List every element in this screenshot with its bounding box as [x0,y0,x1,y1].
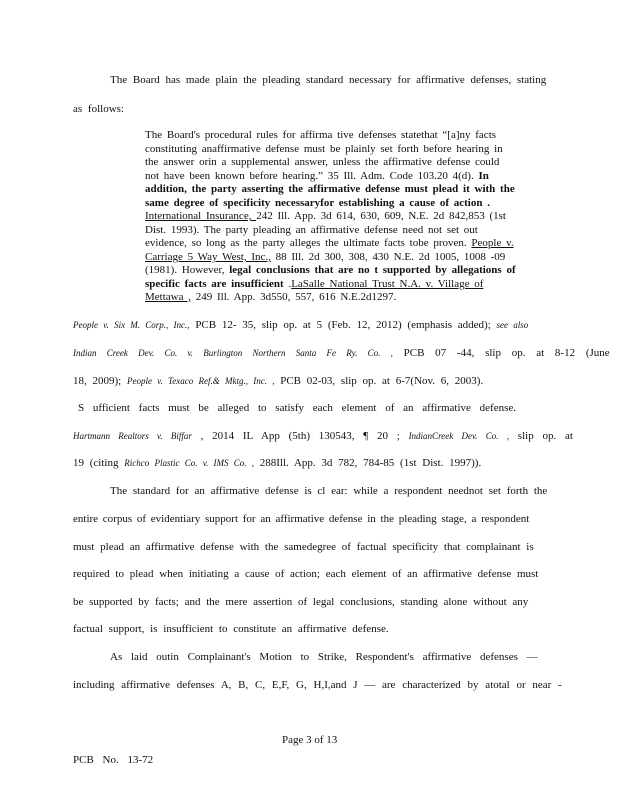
citation-line [73,429,573,443]
citation-text: PCB 07 -44, slip op. at 8-12 (June [392,347,610,359]
quote-line [145,236,514,250]
quote-line: The Board's procedural rules for affirma tive defenses statethat “[a]ny facts [145,129,497,141]
motion-line: including affirmative defenses A, B, C, E,F, G, H,I,and J — are characterized by atotal or near - [73,679,562,691]
quote-text: (1981). However, [145,264,230,276]
citation-text: , 2014 IL App (5th) 130543, ¶ 20 ; [191,430,409,442]
quote-line: addition, the party asserting the affirmative defense must plead it with the [145,183,515,195]
case-name: People v. [471,237,514,249]
standard-line: The standard for an affirmative defense is cl ear: while a respondent neednot set forth the [110,485,548,497]
intro-line-1: The Board has made plain the pleading standard necessary for affirmative defenses, stating [110,74,547,86]
quote-line [145,290,396,304]
case-name: Carriage 5 Way West, Inc., [145,251,271,263]
elements-sentence: S ufficient facts must be alleged to satisfy each element of an affirmative defense. [78,402,517,414]
intro-line-2: as follows: [73,103,124,115]
citation-line [73,318,528,332]
motion-line: As laid outin Complainant's Motion to Strike, Respondent's affirmative defenses — [110,651,538,663]
quote-line [145,263,516,277]
case-name: IndianCreek Dev. Co. , [408,431,510,441]
quote-text: 88 Ill. 2d 300, 308, 430 N.E. 2d 1005, 1008 -09 [270,251,506,263]
quote-line: same degree of specificity necessaryfor establishing a cause of action . [145,197,490,209]
citation-text: slip op. at [509,430,573,442]
case-name: Mettawa , [145,291,191,303]
citation-text: 18, 2009); [73,375,127,387]
citation-text: PCB 02-03, slip op. at 6-7(Nov. 6, 2003). [274,375,484,387]
citation-line [73,456,481,470]
quote-line: the answer orin a supplemental answer, unless the affirmative defense could [145,156,500,168]
case-number: PCB No. 13-72 [73,754,154,766]
case-name: People v. Six M. Corp., Inc., [73,320,190,330]
standard-line: be supported by facts; and the mere assertion of legal conclusions, standing alone without any [73,596,529,608]
quote-line [145,250,505,264]
case-name: LaSalle National Trust N.A. v. Village of [291,278,484,290]
quote-text: evidence, so long as the party alleges the ultimate facts tobe proven. [145,237,472,249]
citation-line [73,374,483,388]
quote-bold-text: specific facts are insufficient [145,278,284,290]
standard-line: required to plead when initiating a cause of action; each element of an affirmative defense must [73,568,539,580]
case-name: Richco Plastic Co. v. IMS Co. , [124,458,255,468]
standard-line: entire corpus of evidentiary support for an affirmative defense in the pleading stage, a respondent [73,513,530,525]
standard-line: factual support, is insufficient to constitute an affirmative defense. [73,623,389,635]
quote-bold-text: In [478,170,489,182]
quote-line [145,169,489,183]
quote-line: constituting anaffirmative defense must be plainly set forth before hearing in [145,143,503,155]
standard-line: must plead an affirmative defense with the samedegree of factual specificity that complainant is [73,541,534,553]
signal-text: see also [496,320,529,330]
citation-text: 19 (citing [73,457,125,469]
case-name: International Insurance, [145,210,257,222]
citation-text: PCB 12- 35, slip op. at 5 (Feb. 12, 2012) (emphasis added); [189,319,497,331]
quote-text: 249 Ill. App. 3d550, 557, 616 N.E.2d1297. [190,291,397,303]
citation-text: 288Ill. App. 3d 782, 784-85 (1st Dist. 1997)). [254,457,482,469]
quote-line: Dist. 1993). The party pleading an affirmative defense need not set out [145,224,478,236]
page-number: Page 3 of 13 [282,734,338,746]
quote-line [145,209,506,223]
case-name: Hartmann Realtors v. Biffar [73,431,192,441]
citation-line [73,346,610,360]
case-name: People v. Texaco Ref.& Mktg., Inc. , [126,376,275,386]
quote-text: 242 Ill. App. 3d 614, 630, 609, N.E. 2d 842,853 (1st [256,210,506,222]
quote-line [145,277,483,291]
quote-text: . [283,278,292,290]
quote-text: not have been known before hearing.” 35 Ill. Adm. Code 103.20 4(d). [145,170,479,182]
quote-bold-text: legal conclusions that are no t supported by allegations of [229,264,516,276]
case-name: Indian Creek Dev. Co. v. Burlington Northern Santa Fe Ry. Co. , [73,348,393,358]
